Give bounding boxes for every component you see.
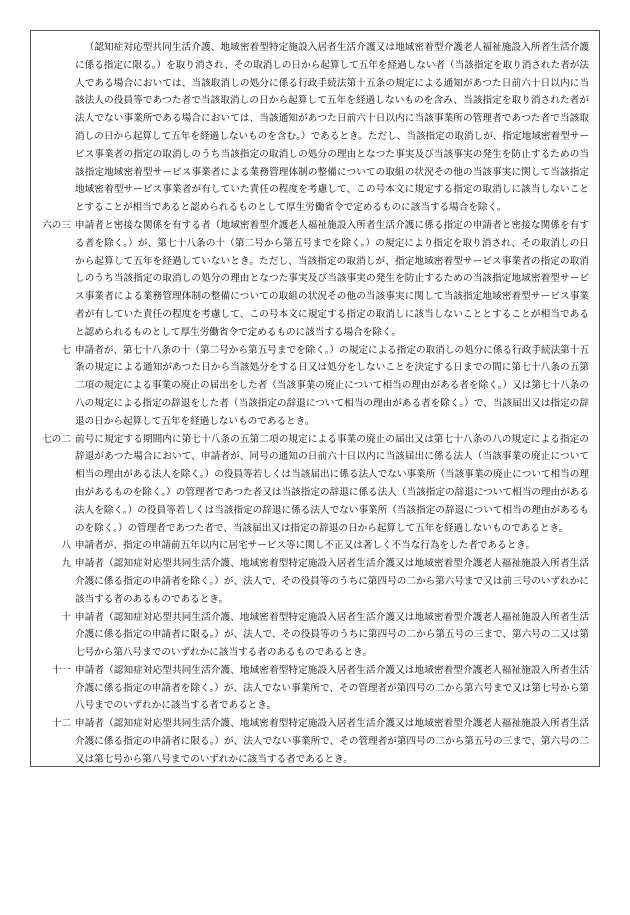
item-label: 九 (61, 558, 71, 570)
item-label: 十一 (51, 664, 71, 676)
item-label: 十 (61, 611, 71, 623)
item-text: 申請者が、第七十八条の十（第二号から第五号までを除く。）の規定による指定の取消しの処分に係る行政手続法第十五条の規定による通知があつた日から当該処分をする日又は処分をしないことを決定する日までの間に第七十八条の五第二項の規定による事業の廃止の届出をした者（当該事業の廃止について相当の理由がある者を除く。）又は第七十八条の八の規定による指定の辞退をした者（当該指定の辞退について相当の理由がある者を除く。）で、当該届出又は指定の辞退の日から起算して五年を経過しないものであるとき。 (75, 344, 589, 427)
item-text: 申請者（認知症対応型共同生活介護、地域密着型特定施設入居者生活介護又は地域密着型介護老人福祉施設入所者生活介護に係る指定の申請者に限る。）が、法人で、その役員等のうちに第四号の二から第五号の三まで、第六号の二又は第七号から第八号までのいずれかに該当する者のあるものであるとき。 (75, 611, 589, 659)
item-text: 申請者（認知症対応型共同生活介護、地域密着型特定施設入居者生活介護又は地域密着型介護老人福祉施設入所者生活介護に係る指定の申請者を除く。）が、法人で、その役員等のうちに第四号の二から第六号まで又は前三号のいずれかに該当する者のあるものであるとき。 (75, 558, 589, 605)
item-text: 申請者（認知症対応型共同生活介護、地域密着型特定施設入居者生活介護又は地域密着型介護老人福祉施設入所者生活介護に係る指定の申請者を除く。）が、法人でない事業所で、その管理者が第四号の二から第六号まで又は第七号から第八号までのいずれかに該当する者であるとき。 (75, 664, 589, 712)
item-9 (39, 555, 589, 608)
item-text: （認知症対応型共同生活介護、地域密着型特定施設入居者生活介護又は地域密着型介護老人福祉施設入所者生活介護に係る指定に限る。）を取り消され、その取消しの日から起算して五年を経過しない者（当該指定を取り消された者が法人である場合においては、当該取消しの処分に係る行政手続法第十五条の規定による通知があつた日前六十日以内に当該法人の役員等であつた者で当該取消しの日から起算して五年を経過しないものを含み、当該指定を取り消された者が法人でない事業所である場合においては、当該通知があつた日前六十日以内に当該事業所の管理者であつた者で当該取消しの日から起算して五年を経過しないものを含む。）であるとき。ただし、当該指定の取消しが、指定地域密着型サービス事業者の指定の取消しのうち当該指定の取消しの処分の理由となつた事実及び当該事実の発生を防止するための当該指定地域密着型サービス事業者による業務管理体制の整備についての取組の状況その他の当該事実に関して当該指定地域密着型サービス事業者が有していた責任の程度を考慮して、この号本文に規定する指定の取消しに該当しないこととすることが相当であると認められるものとして厚生労働省令で定めるものに該当する場合を除く。 (75, 42, 589, 214)
item-text: 前号に規定する期間内に第七十八条の五第二項の規定による事業の廃止の届出又は第七十八条の八の規定による指定の辞退があつた場合において、申請者が、同号の通知の日前六十日以内に当該届出に係る法人（当該事業の廃止について相当の理由がある法人を除く。）の役員等若しくは当該届出に係る法人でない事業所（当該事業の廃止について相当の理由があるものを除く。）の管理者であつた者又は当該指定の辞退に係る法人（当該指定の辞退について相当の理由がある法人を除く。）の役員等若しくは当該指定の辞退に係る法人でない事業所（当該指定の辞退について相当の理由があるものを除く。）の管理者であつた者で、当該届出又は指定の辞退の日から起算して五年を経過しないものであるとき。 (75, 433, 589, 534)
item-text: 申請者と密接な関係を有する者（地域密着型介護老人福祉施設入所者生活介護に係る指定の申請者と密接な関係を有する者を除く。）が、第七十八条の十（第二号から第五号までを除く。）の規定により指定を取り消され、その取消しの日から起算して五年を経過していないとき。ただし、当該指定の取消しが、指定地域密着型サービス事業者の指定の取消しのうち当該指定の取消しの処分の理由となつた事実及び当該事実の発生を防止するための当該指定地域密着型サービス事業者による業務管理体制の整備についての取組の状況その他の当該事実に関して当該指定地域密着型サービス事業者が有していた責任の程度を考慮して、この号本文に規定する指定の取消しに該当しないこととすることが相当であると認められるものとして厚生労働省令で定めるものに該当する場合を除く。 (75, 219, 589, 338)
item-7 (39, 342, 589, 431)
item-6-3 (39, 217, 589, 342)
item-label: 八 (61, 540, 71, 552)
item-10 (39, 609, 589, 662)
item-8 (39, 537, 589, 555)
document-frame (30, 30, 600, 767)
item-11 (39, 662, 589, 715)
item-text: 申請者（認知症対応型共同生活介護、地域密着型特定施設入居者生活介護又は地域密着型介護老人福祉施設入所者生活介護に係る指定の申請者に限る。）が、法人でない事業所で、その管理者が第四号の二から第五号の三まで、第六号の二又は第七号から第八号までのいずれかに該当する者であるとき。 (75, 718, 589, 765)
item-7-2 (39, 431, 589, 538)
paragraph-continuation (39, 39, 589, 217)
item-label: 七 (61, 344, 71, 356)
item-text: 申請者が、指定の申請前五年以内に居宅サービス等に関し不正又は著しく不当な行為をした者であるとき。 (75, 540, 536, 552)
item-label: 十二 (51, 718, 71, 730)
item-12 (39, 715, 589, 767)
item-label: 六の三 (42, 219, 71, 231)
item-label: 七の二 (42, 433, 71, 445)
